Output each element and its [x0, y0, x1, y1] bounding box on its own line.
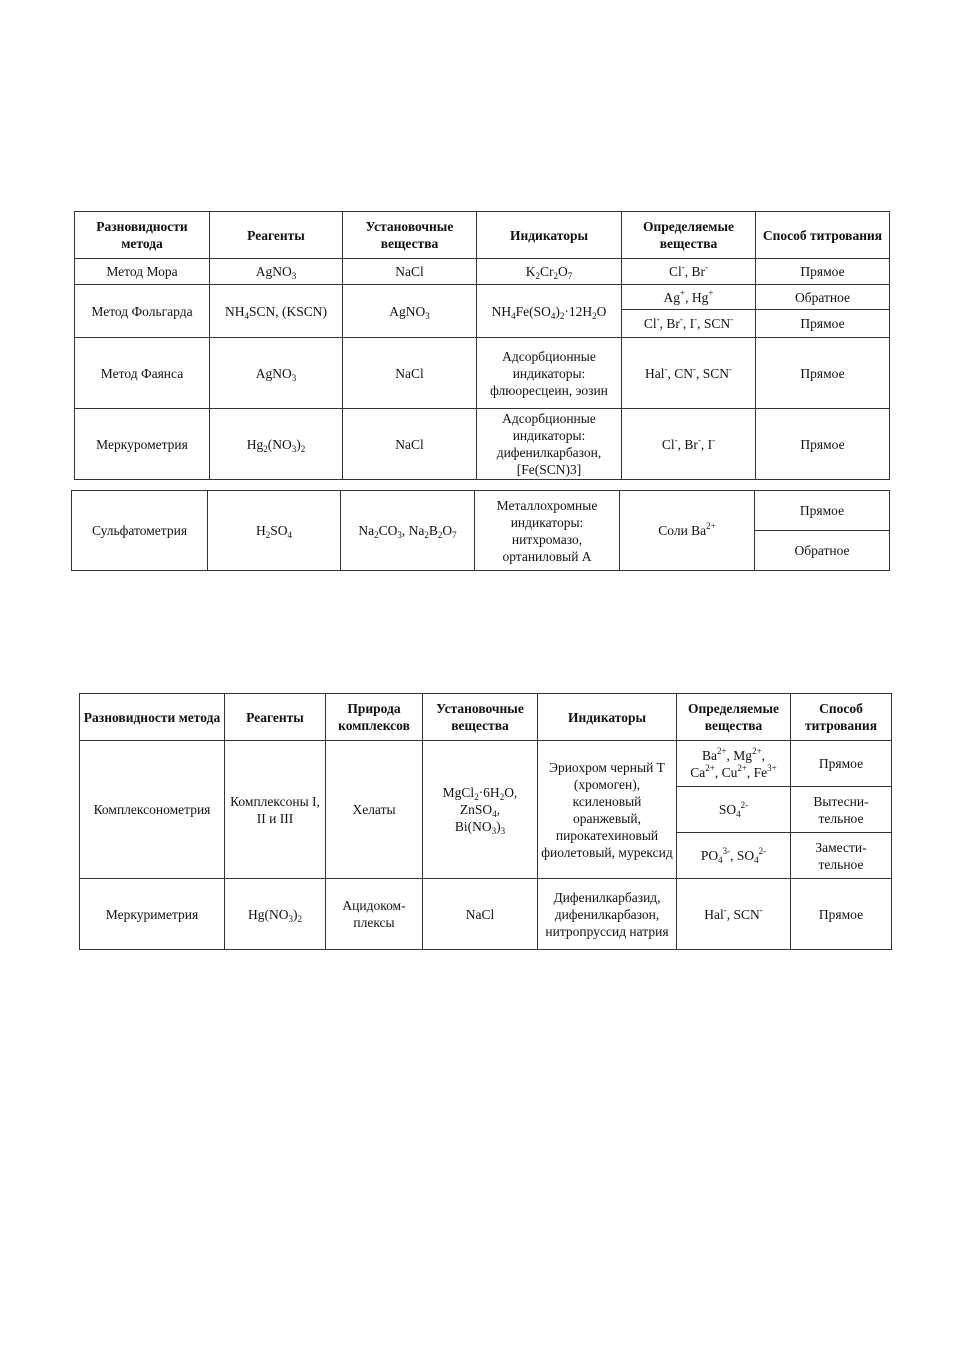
reagent-cell: $H_2SO_4$ [208, 491, 341, 571]
table-row [75, 285, 890, 310]
standard-cell: NaCl [343, 259, 477, 285]
method-name: Метод Фаянса [75, 338, 210, 409]
indicator-cell: Адсорбционные индикаторы: флюоресцеин, эозин [477, 338, 622, 409]
table-row [80, 879, 892, 950]
mode-cell: Прямое [756, 338, 890, 409]
header-indicators: Индикаторы [477, 212, 622, 259]
reagent-cell: AgNO$_3$ [210, 338, 343, 409]
header-standards: Установочные вещества [343, 212, 477, 259]
header-method: Разновидности метода [75, 212, 210, 259]
header-reagents: Реагенты [210, 212, 343, 259]
analyte-cell: Hal-, SCN- [677, 879, 791, 950]
indicator-cell: Металлохромные индикаторы: нитхромазо, ортаниловый А [475, 491, 620, 571]
mode-cell: Вытесни-тельное [791, 787, 892, 833]
mode-cell: Прямое [791, 741, 892, 787]
method-name: Метод Фольгарда [75, 285, 210, 338]
method-name: Сульфатометрия [72, 491, 208, 571]
indicator-cell: $NH_4Fe(SO_4)_2\cdot 12H_2O$ [477, 285, 622, 338]
analyte-cell: $Ba^{2+}$, $Mg^{2+}$, $Ca^{2+}$, $Cu^{2+}$, $Fe^{3+}$ [677, 741, 791, 787]
complex-nature-cell: Ацидоком-плексы [326, 879, 423, 950]
method-name: Меркуриметрия [80, 879, 225, 950]
complexometry-table [79, 693, 892, 950]
header-row [80, 694, 892, 741]
header-analytes: Определяемые вещества [622, 212, 756, 259]
header-indicators: Индикаторы [538, 694, 677, 741]
reagent-cell: $NH_4SCN$, (KSCN) [210, 285, 343, 338]
header-row [75, 212, 890, 259]
header-mode: Способ титрования [791, 694, 892, 741]
analyte-cell: Ag+, Hg+ [622, 285, 756, 310]
header-mode: Способ титрования [756, 212, 890, 259]
mode-cell: Замести-тельное [791, 833, 892, 879]
header-complex-nature: Природа комплексов [326, 694, 423, 741]
method-name: Метод Мора [75, 259, 210, 285]
standard-cell: NaCl [423, 879, 538, 950]
standard-cell: AgNO$_3$ [343, 285, 477, 338]
indicator-cell: Адсорбционные индикаторы: дифенилкарбазон, [Fe(SCN)3] [477, 409, 622, 480]
method-name: Комплексонометрия [80, 741, 225, 879]
analyte-cell: Cl-, Br-, I- [622, 409, 756, 480]
analyte-cell: Cl-, Br- [622, 259, 756, 285]
analyte-cell: Hal-, CN-, SCN- [622, 338, 756, 409]
reagent-cell: AgNO$_3$ [210, 259, 343, 285]
reagent-cell: $Hg(NO_3)_2$ [225, 879, 326, 950]
mode-cell: Прямое [791, 879, 892, 950]
header-method: Разновидности метода [80, 694, 225, 741]
standard-cell: $MgCl_2\cdot 6H_2O$, ZnSO$_4$, $Bi(NO_3)_3$ [423, 741, 538, 879]
reagent-cell: $Hg_2(NO_3)_2$ [210, 409, 343, 480]
analyte-cell: Cl-, Br-, I-, SCN- [622, 310, 756, 338]
precipitation-methods-table [74, 211, 890, 480]
table-row [72, 491, 890, 531]
table-row [75, 338, 890, 409]
table-row [75, 259, 890, 285]
mode-cell: Прямое [756, 310, 890, 338]
mode-cell: Прямое [756, 259, 890, 285]
complex-nature-cell: Хелаты [326, 741, 423, 879]
analyte-cell: $PO_4^{3-}$, $SO_4^{2-}$ [677, 833, 791, 879]
standard-cell: NaCl [343, 338, 477, 409]
header-analytes: Определяемые вещества [677, 694, 791, 741]
indicator-cell: $K_2Cr_2O_7$ [477, 259, 622, 285]
standard-cell: NaCl [343, 409, 477, 480]
mode-cell: Прямое [756, 409, 890, 480]
header-reagents: Реагенты [225, 694, 326, 741]
sulfatometry-table [71, 490, 890, 571]
analyte-cell: $SO_4^{2-}$ [677, 787, 791, 833]
mode-cell: Обратное [756, 285, 890, 310]
method-name: Меркурометрия [75, 409, 210, 480]
standard-cell: $Na_2CO_3$, $Na_2B_2O_7$ [341, 491, 475, 571]
table-row [75, 409, 890, 480]
indicator-cell: Дифенилкарбазид, дифенилкарбазон, нитропруссид натрия [538, 879, 677, 950]
mode-cell: Прямое [755, 491, 890, 531]
header-standards: Установочные вещества [423, 694, 538, 741]
analyte-cell: Соли $Ba^{2+}$ [620, 491, 755, 571]
indicator-cell: Эриохром черный Т (хромоген), ксиленовый оранжевый, пирокатехиновый фиолетовый, мурексид [538, 741, 677, 879]
table-row [80, 741, 892, 787]
mode-cell: Обратное [755, 531, 890, 571]
reagent-cell: Комплексоны I, II и III [225, 741, 326, 879]
